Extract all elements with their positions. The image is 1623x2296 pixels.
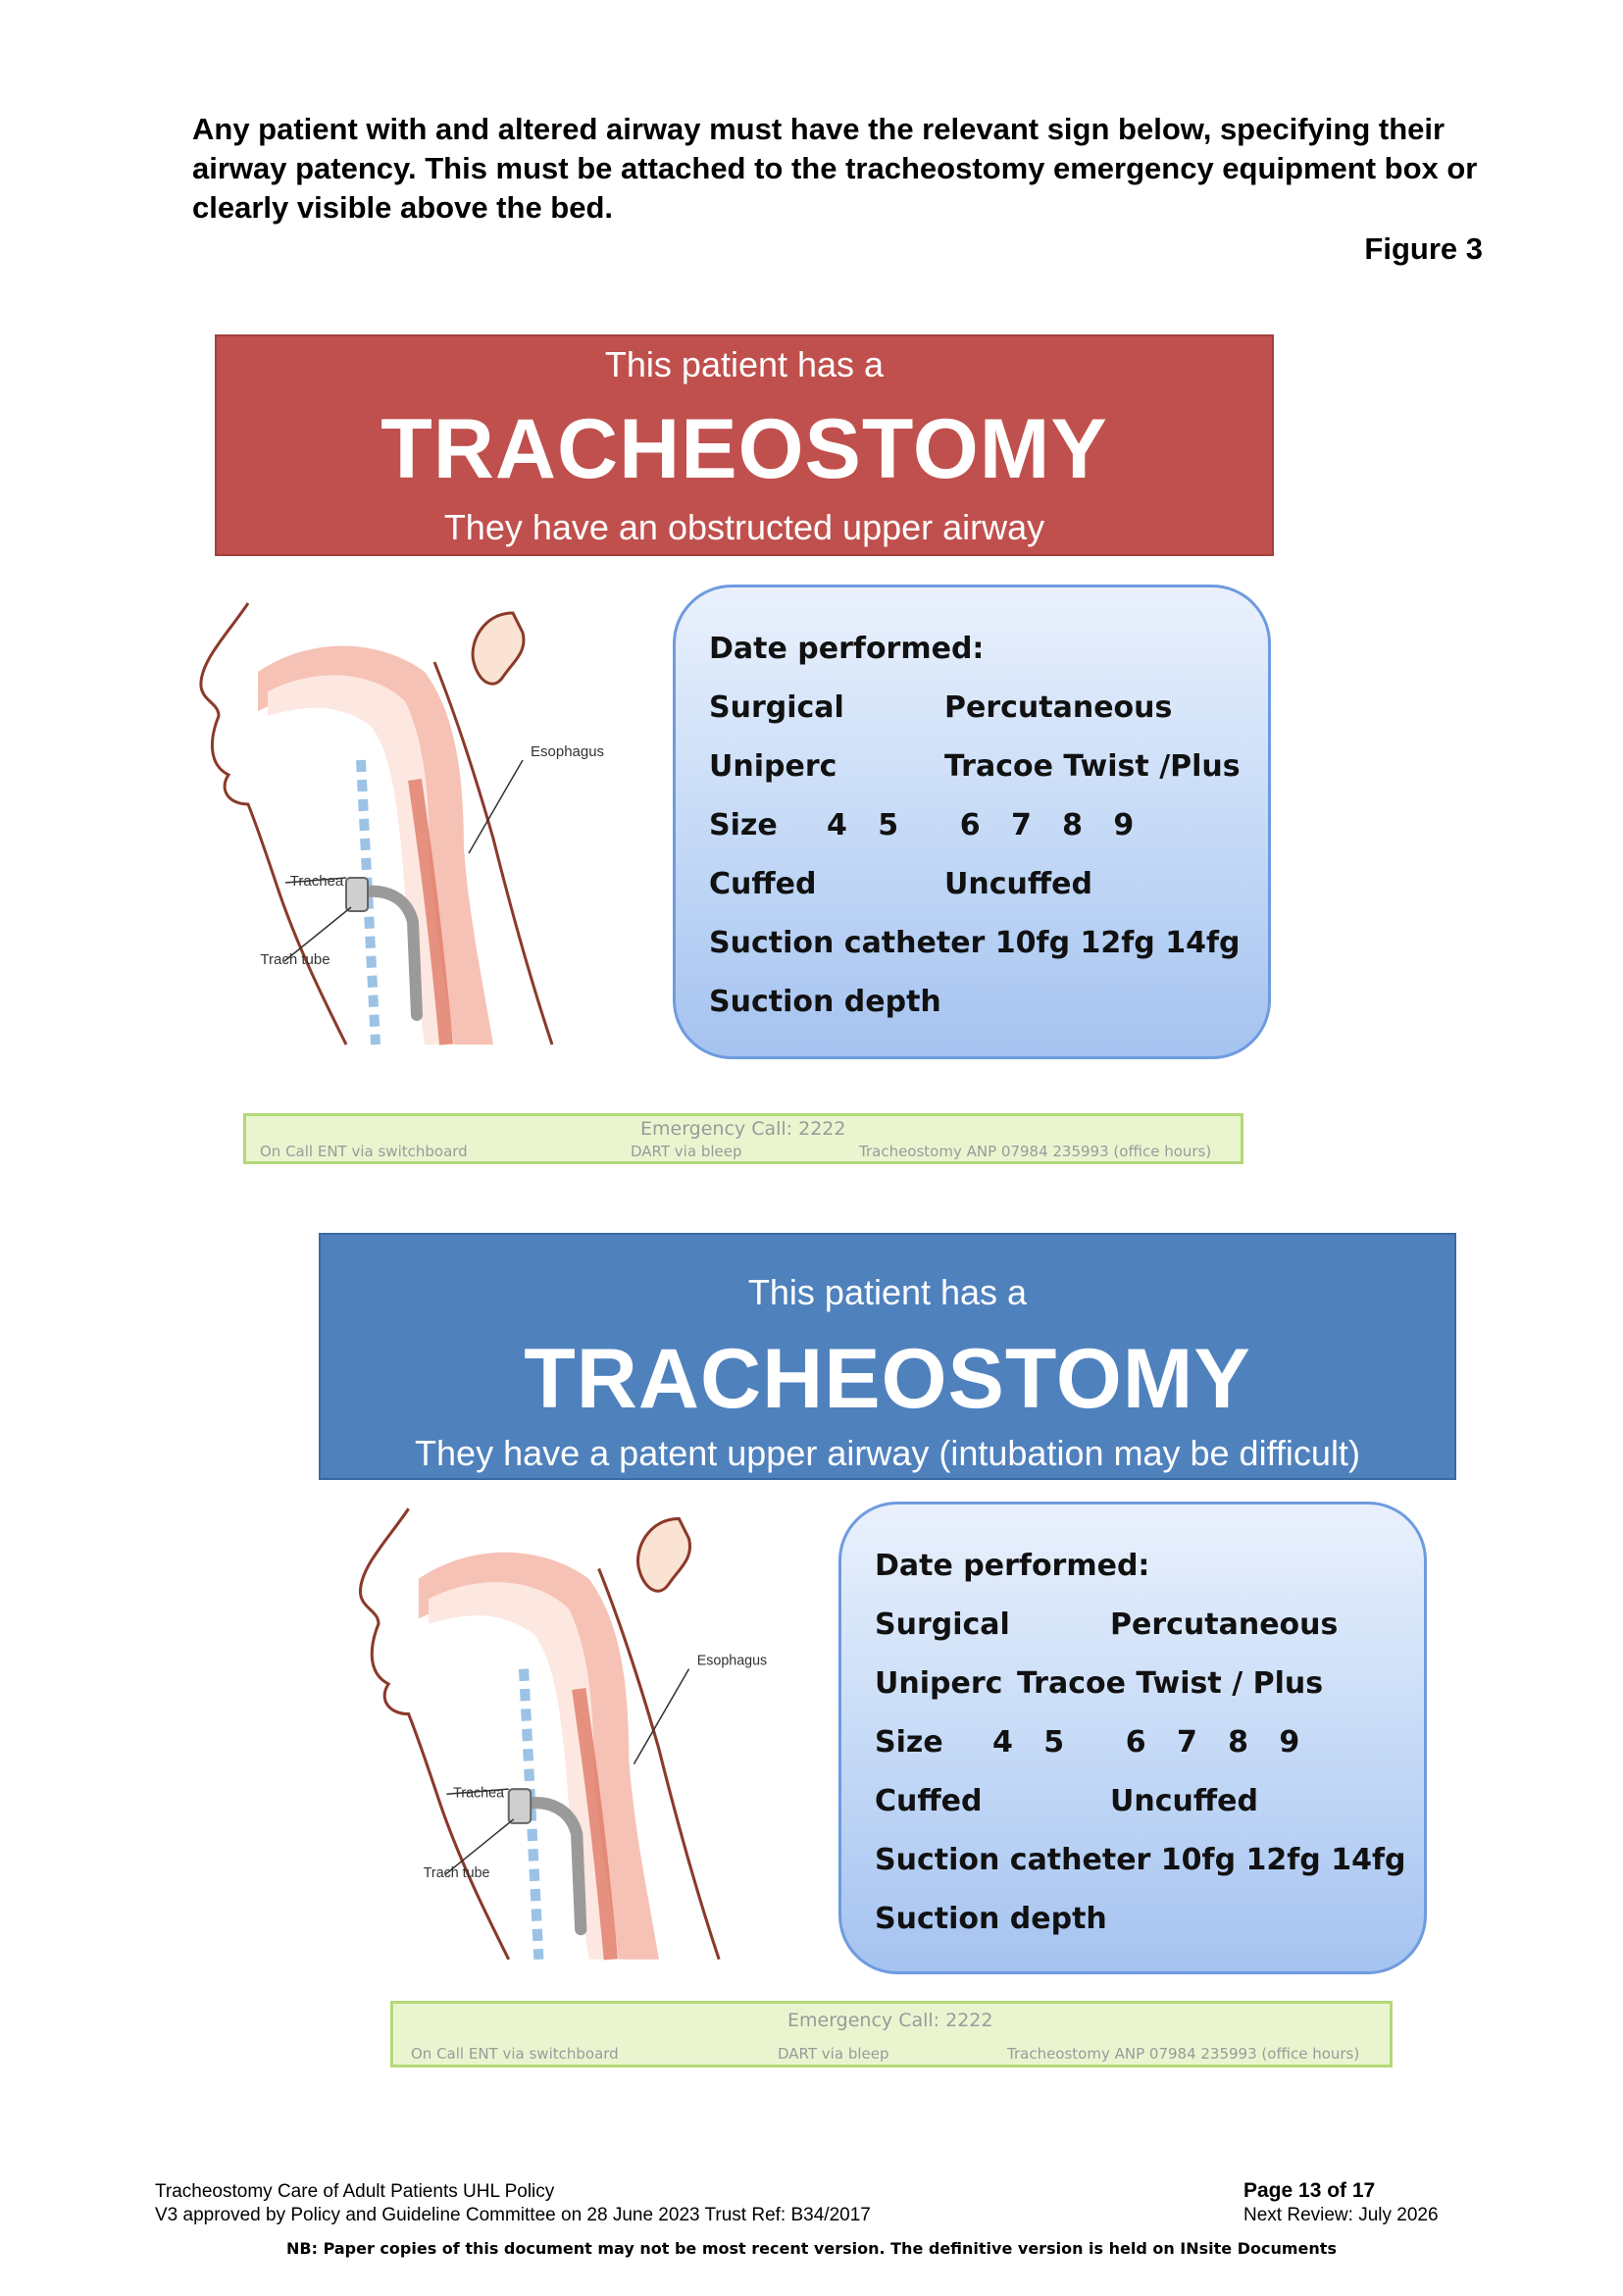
percutaneous: Percutaneous bbox=[944, 690, 1173, 725]
banner-subtitle: They have a patent upper airway (intubation may be difficult) bbox=[415, 1433, 1360, 1473]
footer-approval: V3 approved by Policy and Guideline Committee on 28 June 2023 Trust Ref: B34/2017 bbox=[155, 2205, 871, 2225]
suction-catheter: Suction catheter 10fg 12fg 14fg bbox=[709, 926, 1241, 960]
sizes: 4 5 6 7 8 9 bbox=[992, 1725, 1300, 1760]
tracoe: Tracoe Twist /Plus bbox=[944, 749, 1241, 784]
tracoe: Tracoe Twist / Plus bbox=[1017, 1666, 1324, 1701]
banner-title: TRACHEOSTOMY bbox=[380, 402, 1108, 496]
emergency-bar bbox=[243, 1113, 1243, 1164]
next-review: Next Review: July 2026 bbox=[1243, 2205, 1439, 2225]
footer-note: NB: Paper copies of this document may not be most recent version. The definitive version is held on INsite Documents bbox=[286, 2239, 1337, 2258]
sizes: 4 5 6 7 8 9 bbox=[827, 808, 1135, 842]
label-trach-tube: Trach tube bbox=[423, 1865, 490, 1882]
size-label: Size bbox=[875, 1725, 943, 1760]
banner-pre-title: This patient has a bbox=[604, 344, 885, 384]
banner-subtitle: They have an obstructed upper airway bbox=[443, 507, 1045, 547]
label-esophagus: Esophagus bbox=[696, 1653, 768, 1669]
suction-depth: Suction depth bbox=[875, 1902, 1107, 1936]
tracheostomy-anp: Tracheostomy ANP 07984 235993 (office hours) bbox=[859, 1143, 1212, 1160]
uniperc: Uniperc bbox=[709, 749, 837, 784]
suction-catheter: Suction catheter 10fg 12fg 14fg bbox=[875, 1843, 1406, 1877]
banner-title: TRACHEOSTOMY bbox=[524, 1332, 1251, 1426]
banner-pre-title: This patient has a bbox=[747, 1272, 1028, 1312]
on-call-ent: On Call ENT via switchboard bbox=[260, 1143, 468, 1160]
suction-depth: Suction depth bbox=[709, 985, 941, 1019]
uniperc: Uniperc bbox=[875, 1666, 1003, 1701]
on-call-ent: On Call ENT via switchboard bbox=[411, 2045, 619, 2063]
footer-right bbox=[1243, 2178, 1439, 2227]
page-number: Page 13 of 17 bbox=[1243, 2179, 1376, 2202]
label-trachea: Trachea bbox=[453, 1785, 505, 1802]
label-esophagus: Esophagus bbox=[531, 743, 605, 760]
info-box bbox=[838, 1502, 1427, 1974]
emergency-bar bbox=[390, 2001, 1393, 2067]
dart-bleep: DART via bleep bbox=[631, 1143, 742, 1160]
date-performed: Date performed: bbox=[709, 632, 985, 666]
percutaneous: Percutaneous bbox=[1110, 1607, 1339, 1642]
footer-doc-title: Tracheostomy Care of Adult Patients UHL Policy bbox=[155, 2181, 555, 2202]
footer-left bbox=[155, 2180, 871, 2227]
date-performed: Date performed: bbox=[875, 1549, 1150, 1583]
anatomy-illustration bbox=[189, 593, 621, 1059]
figure-label: Figure 3 bbox=[1364, 231, 1483, 266]
cuffed: Cuffed bbox=[709, 867, 817, 901]
label-trachea: Trachea bbox=[289, 873, 344, 890]
intro-text: Any patient with and altered airway must have the relevant sign below, specifying their airway patency. This must be attached to the tracheostomy emergency equipment box or clearly visible above the bed. bbox=[192, 112, 1478, 225]
banner-obstructed bbox=[215, 334, 1274, 556]
surgical: Surgical bbox=[875, 1607, 1010, 1642]
uncuffed: Uncuffed bbox=[1110, 1784, 1258, 1818]
emergency-call: Emergency Call: 2222 bbox=[787, 2010, 993, 2031]
tracheostomy-anp: Tracheostomy ANP 07984 235993 (office hours) bbox=[1007, 2045, 1360, 2063]
anatomy-illustration bbox=[333, 1499, 804, 1974]
dart-bleep: DART via bleep bbox=[778, 2045, 889, 2063]
cuffed: Cuffed bbox=[875, 1784, 983, 1818]
label-trach-tube: Trach tube bbox=[260, 951, 330, 968]
emergency-call: Emergency Call: 2222 bbox=[640, 1118, 846, 1140]
info-box bbox=[673, 585, 1271, 1059]
banner-patent bbox=[319, 1233, 1456, 1480]
surgical: Surgical bbox=[709, 690, 844, 725]
size-label: Size bbox=[709, 808, 778, 842]
uncuffed: Uncuffed bbox=[944, 867, 1092, 901]
